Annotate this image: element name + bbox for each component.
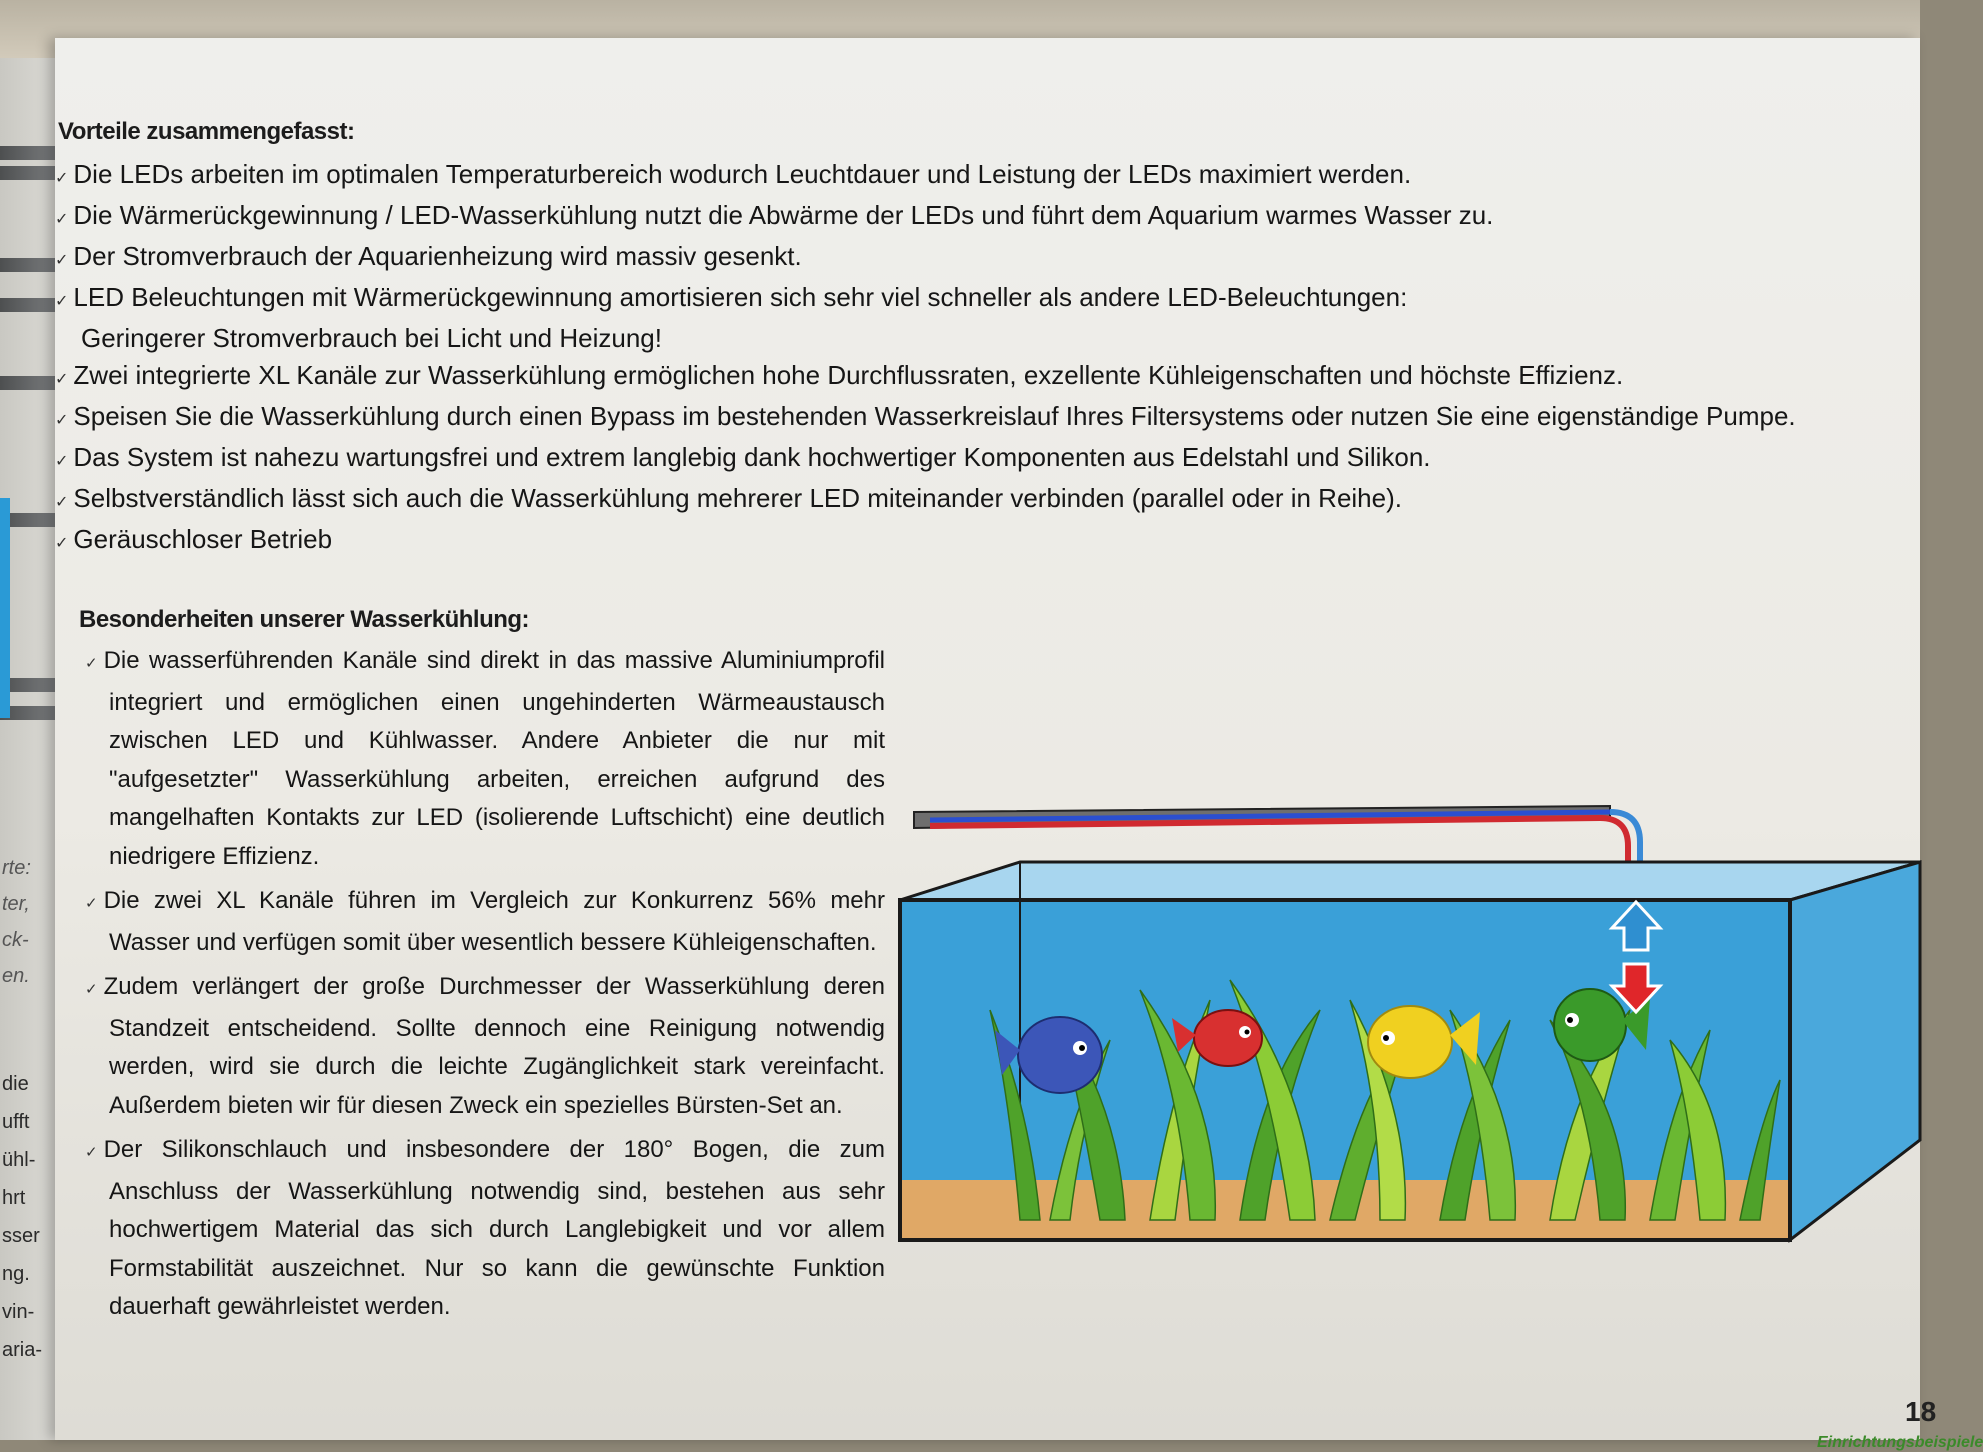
list-item: ✓ Der Stromverbrauch der Aquarienheizung wird massiv gesenkt.: [55, 241, 802, 271]
fragment-text: sser: [2, 1225, 40, 1247]
watermark-logo: Einrichtungsbeispiele: [1817, 1434, 1983, 1451]
list-item: ✓ Geräuschloser Betrieb: [55, 524, 333, 554]
list-item: ✓ Die wasserführenden Kanäle sind direkt in das massive Aluminiumprofil integriert und ermöglichen einen ungehinderten Wärmeaustausch zwischen LED und Kühlwasser. Andere Anbieter die nur mit "aufgesetzter" Wasserkühlung arbeiten, erreichen aufgrund des mangelhaften Kontakts zur LED (isolierende Luftschicht) eine deutlich niedrigere Effizienz.: [85, 647, 885, 870]
list-item-continuation: Geringerer Stromverbrauch bei Licht und Heizung!: [81, 323, 662, 353]
fragment-text: vin-: [2, 1301, 35, 1323]
list-item: ✓ Die Wärmerückgewinnung / LED-Wasserkühlung nutzt die Abwärme der LEDs und führt dem Aquarium warmes Wasser zu.: [55, 200, 1494, 230]
check-icon: ✓: [55, 293, 69, 310]
check-icon: ✓: [85, 655, 98, 672]
check-icon: ✓: [55, 211, 69, 228]
list-item: ✓ Das System ist nahezu wartungsfrei und extrem langlebig dank hochwertiger Komponenten aus Edelstahl und Silikon.: [55, 442, 1431, 472]
features-list: [85, 642, 885, 1333]
fragment-text: ng.: [2, 1263, 30, 1285]
fragment-text: rte:: [2, 857, 31, 879]
fragment-text: ühl-: [2, 1149, 36, 1171]
check-icon: ✓: [85, 895, 98, 912]
check-icon: ✓: [55, 535, 69, 552]
fragment-text: die: [2, 1073, 29, 1095]
check-icon: ✓: [55, 371, 69, 388]
check-icon: ✓: [55, 252, 69, 269]
check-icon: ✓: [55, 170, 69, 187]
check-icon: ✓: [55, 453, 69, 470]
fragment-text: aria-: [2, 1339, 43, 1361]
list-item: ✓ Speisen Sie die Wasserkühlung durch einen Bypass im bestehenden Wasserkreislauf Ihres Filtersystems oder nutzen Sie eine eigenständige Pumpe.: [55, 401, 1796, 431]
fragment-text: ter,: [2, 893, 30, 915]
check-icon: ✓: [85, 1144, 98, 1161]
blue-product-edge: [0, 498, 10, 718]
section-title-advantages: Vorteile zusammengefasst:: [58, 118, 355, 145]
advantages-list: [55, 156, 1796, 562]
list-item: ✓ Die zwei XL Kanäle führen im Vergleich zur Konkurrenz 56% mehr Wasser und verfügen somit über wesentlich bessere Kühleigenschaften.: [85, 887, 885, 956]
aquarium-illustration: [910, 780, 1920, 1280]
fragment-text: hrt: [2, 1187, 26, 1209]
page-number: 18: [1905, 1396, 1937, 1427]
list-item: ✓ Zwei integrierte XL Kanäle zur Wasserkühlung ermöglichen hohe Durchflussraten, exzellente Kühleigenschaften und höchste Effizienz.: [55, 360, 1624, 390]
list-item: ✓ LED Beleuchtungen mit Wärmerückgewinnung amortisieren sich sehr viel schneller als andere LED-Beleuchtungen:: [55, 282, 1408, 312]
check-icon: ✓: [55, 412, 69, 429]
fragment-text: ck-: [2, 929, 29, 951]
fragment-text: ufft: [2, 1111, 30, 1133]
list-item: ✓ Selbstverständlich lässt sich auch die Wasserkühlung mehrerer LED miteinander verbinden (parallel oder in Reihe).: [55, 483, 1402, 513]
list-item: ✓ Zudem verlängert der große Durchmesser der Wasserkühlung deren Standzeit entscheidend. Sollte dennoch eine Reinigung notwendig werden, wird sie durch die leichte Zugänglichkeit stark vereinfacht. Außerdem bieten wir für diesen Zweck ein spezielles Bürsten-Set an.: [85, 973, 885, 1119]
list-item: ✓ Der Silikonschlauch und insbesondere der 180° Bogen, die zum Anschluss der Wasserkühlung notwendig sind, bestehen aus sehr hochwertigem Material das sich durch Langlebigkeit und vor allem Formstabilität auszeichnet. Nur so kann die gewünschte Funktion dauerhaft gewährleistet werden.: [85, 1136, 885, 1320]
fragment-text: en.: [2, 965, 30, 987]
check-icon: ✓: [55, 494, 69, 511]
list-item: ✓ Die LEDs arbeiten im optimalen Temperaturbereich wodurch Leuchtdauer und Leistung der LEDs maximiert werden.: [55, 159, 1412, 189]
section-title-features: Besonderheiten unserer Wasserkühlung:: [79, 606, 530, 633]
check-icon: ✓: [85, 981, 98, 998]
